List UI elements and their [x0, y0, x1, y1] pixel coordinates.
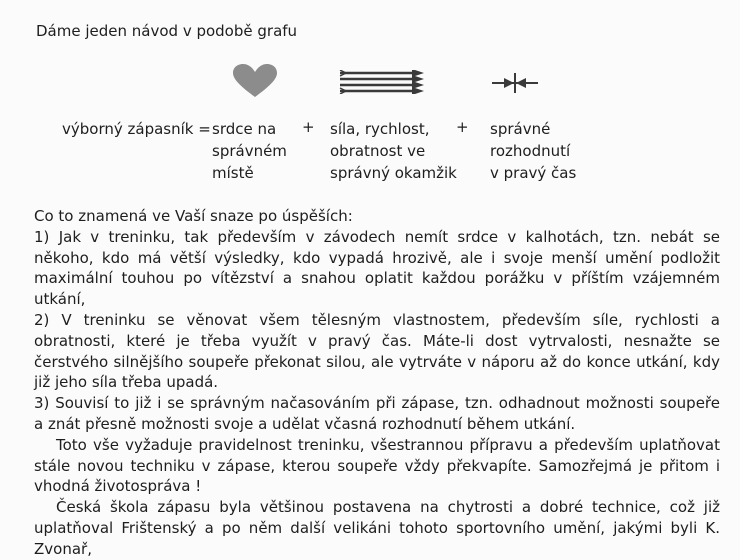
plus-sign: +	[302, 118, 315, 136]
plus-sign: +	[456, 118, 469, 136]
term-line: správné	[490, 120, 551, 138]
term-line: síla, rychlost,	[330, 120, 430, 138]
term-heart	[212, 118, 287, 184]
equation-label: výborný zápasník =	[62, 120, 211, 138]
term-line: místě	[212, 164, 254, 182]
timing-icon	[490, 72, 540, 98]
intro-text: Dáme jeden návod v podobě grafu	[36, 22, 298, 40]
paragraph: Toto vše vyžaduje pravidelnost treninku, všestrannou přípravu a především uplatňovat stále novou techniku v zápase, kterou soupeře vždy překvapíte. Samozřejmá je přitom i vhodná životospráva !	[34, 435, 720, 496]
arrows-icon	[338, 70, 428, 98]
term-line: rozhodnutí	[490, 142, 571, 160]
point-2: 2) V treninku se věnovat všem tělesným vlastnostem, především síle, rychlosti a obratnosti, které je třeba využít v pravý čas. Máte-li dost vytrvalosti, nesnažte se čerstvého silnějšího soupeře překonat silou, ale vytrváte v náporu až do konce utkání, kdy již jeho síla třeba upadá.	[34, 310, 720, 392]
term-line: obratnost ve	[330, 142, 426, 160]
term-line: správný okamžik	[330, 164, 457, 182]
point-1: 1) Jak v treninku, tak především v závodech nemít srdce v kalhotách, tzn. nebát se někoho, kdo má větší výsledky, kdo vypadá hrozivě, ale i svoje menší umění podložit maximální touhou po vítězství a snahou oplatit každou porážku v příštím vzájemném utkání,	[34, 227, 720, 309]
paragraph: Česká škola zápasu byla většinou postavena na chytrosti a dobré technice, což již uplatňoval Frištenský a po něm další velikáni tohoto sportovního umění, jakými byli K. Zvonař,	[34, 498, 720, 558]
question-line: Co to znamená ve Vaší snaze po úspěších:	[34, 207, 353, 225]
term-strength	[330, 118, 457, 184]
body-text	[34, 206, 720, 560]
heart-icon	[232, 64, 278, 102]
point-3: 3) Souvisí to již i se správným načasováním při zápase, tzn. odhadnout možnosti soupeře a znát přesně možnosti svoje a udělat včasná rozhodnutí během utkání.	[34, 394, 720, 433]
term-line: správném	[212, 142, 287, 160]
term-decision	[490, 118, 576, 184]
term-line: v pravý čas	[490, 164, 577, 182]
term-line: srdce na	[212, 120, 277, 138]
